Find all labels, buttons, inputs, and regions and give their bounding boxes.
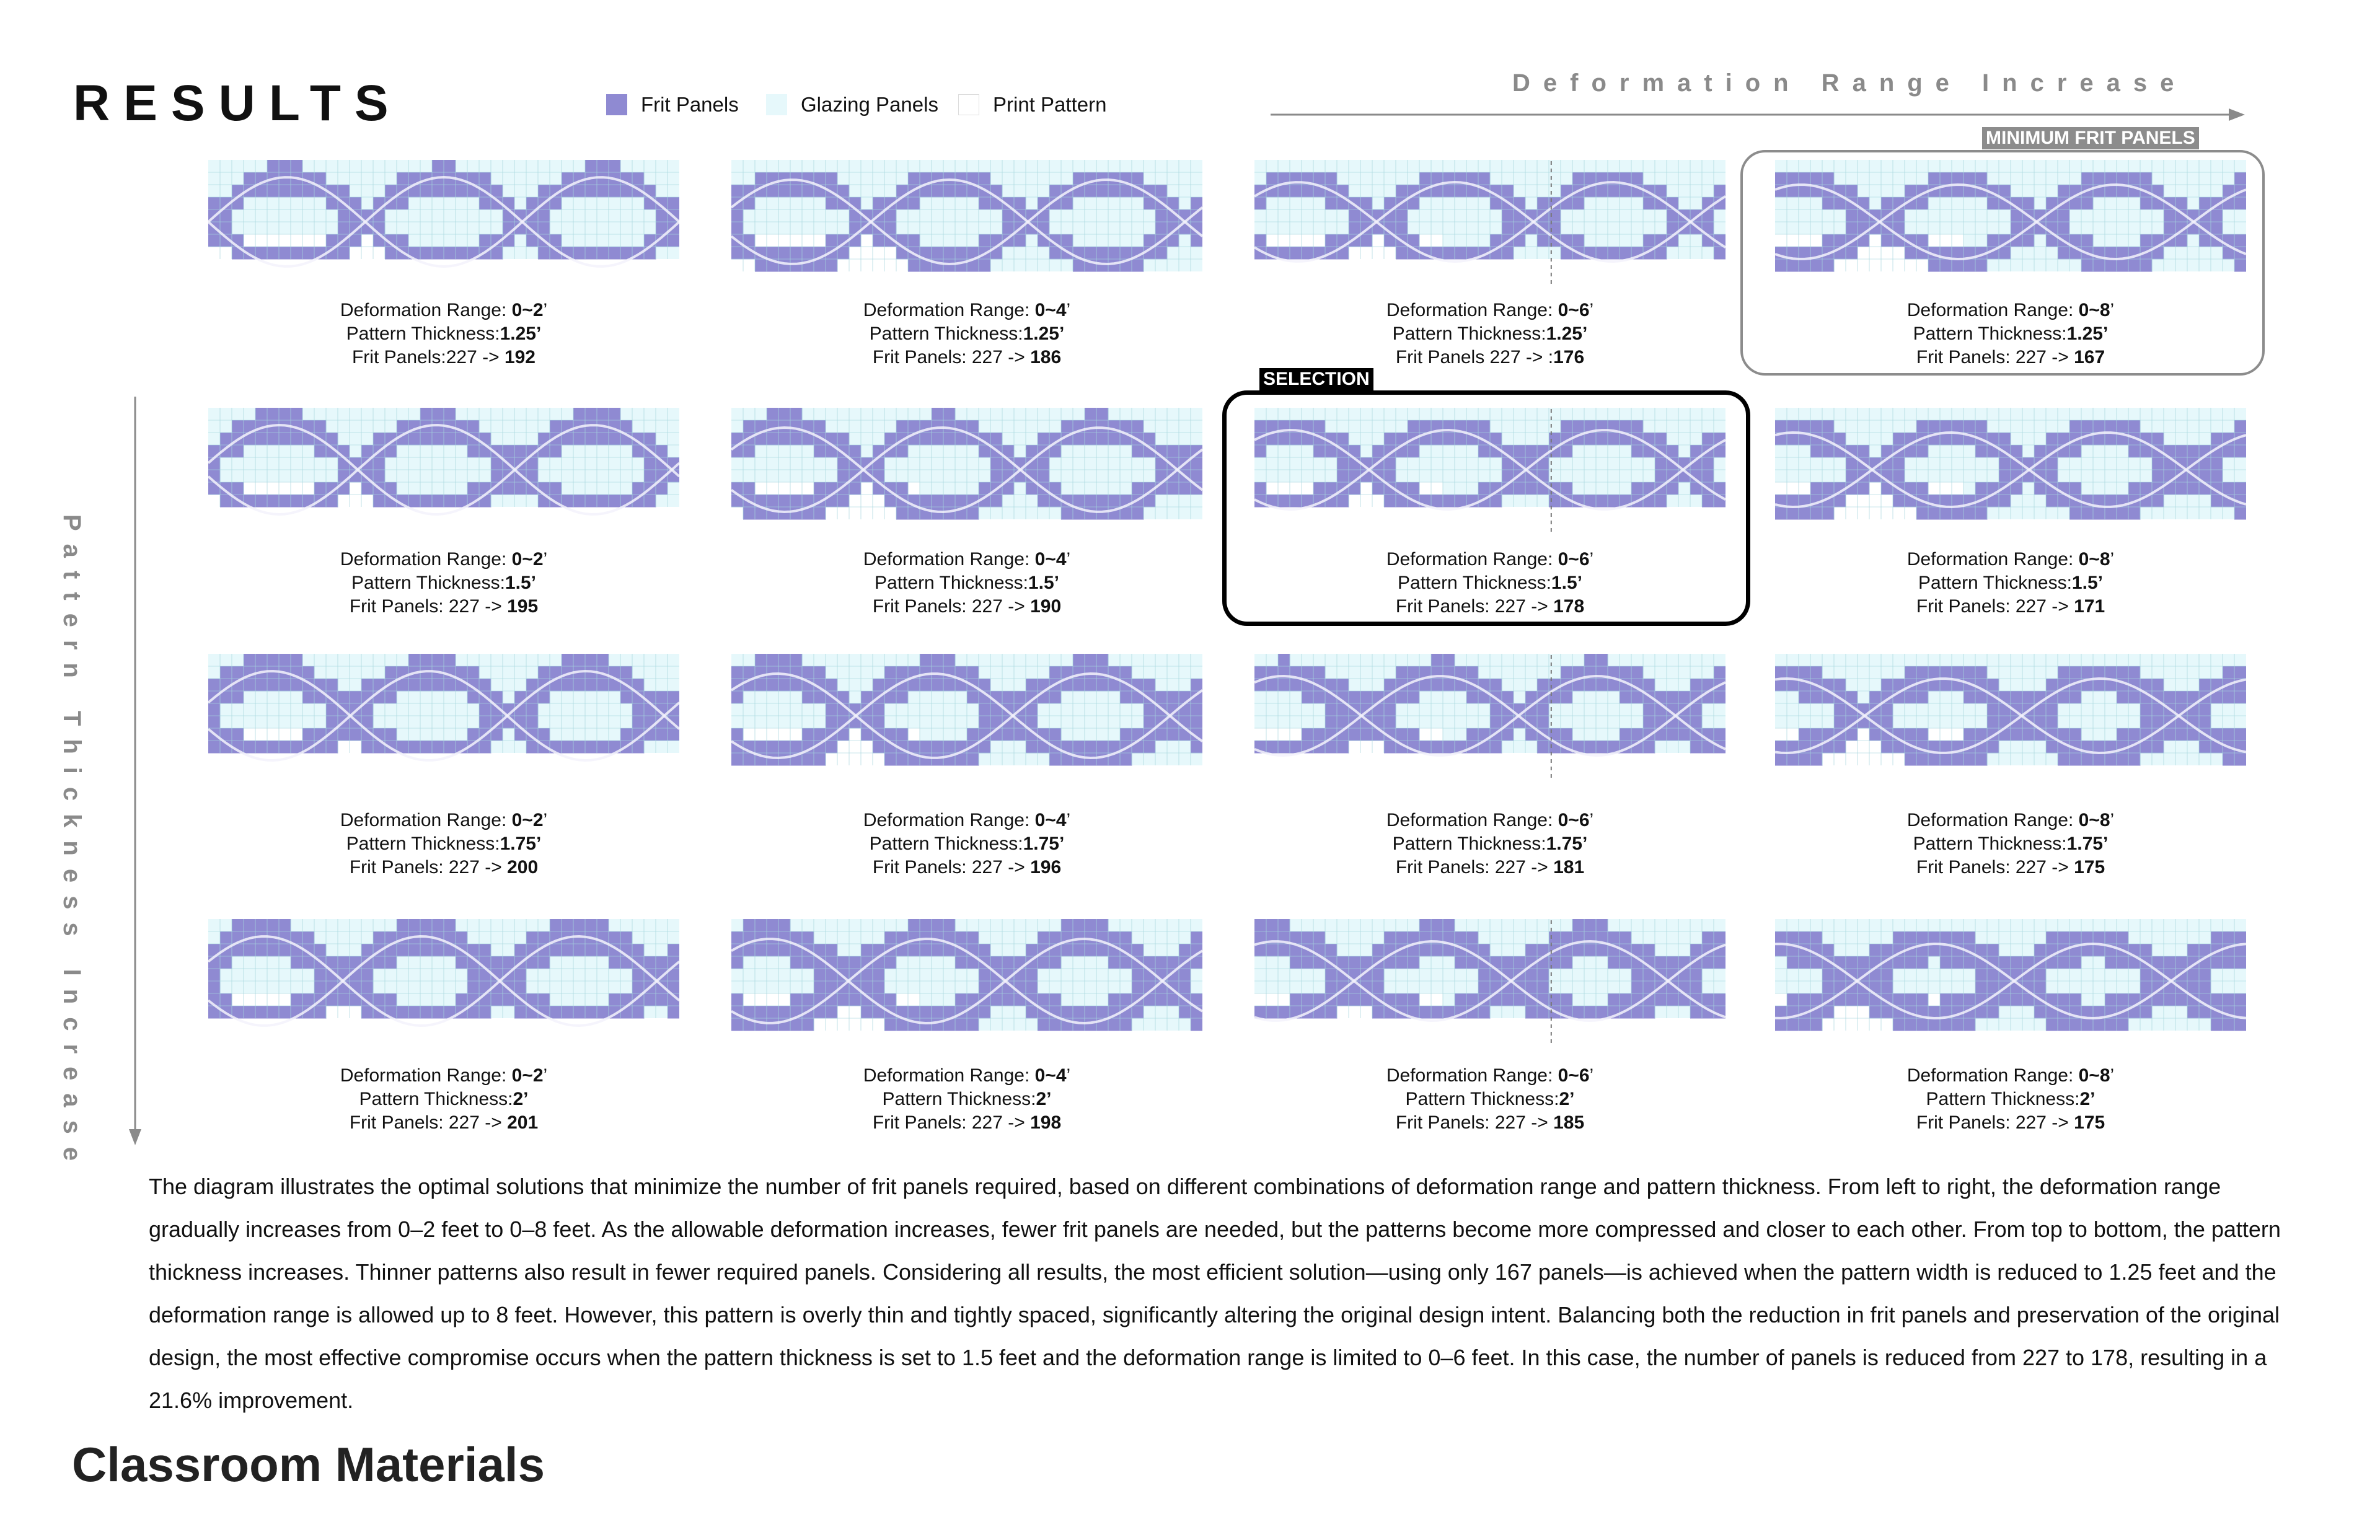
panels-text: Frit Panels: 227 -> [1395, 596, 1554, 617]
panels-text: Frit Panels: 227 -> [872, 347, 1031, 367]
thickness-text: Pattern Thickness: [869, 323, 1023, 344]
thickness-value: 1.75’ [2066, 834, 2109, 854]
thickness-value: 1.75’ [1023, 834, 1065, 854]
deformation-range-line [731, 1064, 1202, 1088]
deformation-range-line [1254, 548, 1726, 571]
thickness-value: 1.5’ [2071, 573, 2103, 593]
range-text: Deformation Range: [1386, 300, 1558, 320]
legend-label-glazing: Glazing Panels [801, 93, 938, 116]
pattern-thickness-line [1775, 1088, 2246, 1111]
panels-value: 175 [2074, 857, 2105, 878]
result-caption [731, 1064, 1202, 1135]
range-text: Deformation Range: [340, 549, 512, 570]
frit-panels-line [731, 856, 1202, 879]
deformation-range-line [208, 1064, 679, 1088]
panels-value: 200 [507, 857, 539, 878]
range-value: 0~6 [1558, 810, 1590, 830]
range-value: 0~2 [511, 549, 544, 570]
thickness-value: 1.25’ [500, 323, 542, 344]
frit-panels-line [208, 856, 679, 879]
range-text: Deformation Range: [1386, 549, 1558, 570]
range-suffix: ’ [1066, 300, 1071, 320]
range-text: Deformation Range: [1906, 549, 2079, 570]
result-caption [1775, 1064, 2246, 1135]
thickness-value: 1.5’ [505, 573, 536, 593]
deformation-range-line [1775, 299, 2246, 322]
panels-value: 195 [507, 596, 539, 617]
panels-value: 186 [1030, 347, 1062, 367]
pattern-thickness-line [1254, 1088, 1726, 1111]
frit-panels-line [1775, 856, 2246, 879]
pattern-thumbnail [731, 160, 1202, 284]
pattern-thickness-line [731, 832, 1202, 856]
pattern-thickness-line [208, 832, 679, 856]
thickness-value: 1.75’ [500, 834, 542, 854]
range-value: 0~8 [2078, 300, 2110, 320]
panels-value: 198 [1030, 1112, 1062, 1133]
deformation-range-line [1775, 809, 2246, 832]
panels-text: Frit Panels: 227 -> [1395, 1112, 1554, 1133]
deformation-range-line [731, 299, 1202, 322]
thickness-value: 2’ [2079, 1089, 2096, 1109]
frit-panels-line [731, 595, 1202, 618]
range-text: Deformation Range: [340, 300, 512, 320]
result-caption [208, 548, 679, 618]
range-suffix: ’ [1066, 810, 1071, 830]
range-text: Deformation Range: [340, 1065, 512, 1086]
range-value: 0~4 [1034, 1065, 1067, 1086]
result-caption [1775, 809, 2246, 879]
panels-text: Frit Panels: 227 -> [349, 857, 508, 878]
range-text: Deformation Range: [863, 549, 1035, 570]
range-text: Deformation Range: [1386, 1065, 1558, 1086]
panels-value: 181 [1553, 857, 1585, 878]
selection-label: SELECTION [1259, 368, 1373, 390]
pattern-thickness-line [1775, 571, 2246, 595]
pattern-thickness-line [1254, 322, 1726, 346]
axis-x-label: Deformation Range Increase [1512, 69, 2187, 97]
pattern-thumbnail [208, 654, 679, 778]
range-suffix: ’ [1589, 810, 1594, 830]
result-caption [731, 548, 1202, 618]
panels-text: Frit Panels: 227 -> [1916, 347, 2074, 367]
result-caption [1254, 1064, 1726, 1135]
panels-value: 178 [1553, 596, 1585, 617]
pattern-thumbnail [731, 919, 1202, 1043]
result-caption [208, 809, 679, 879]
thickness-text: Pattern Thickness: [346, 323, 500, 344]
thickness-value: 2’ [1036, 1089, 1052, 1109]
result-caption [208, 1064, 679, 1135]
frit-panels-line [208, 1111, 679, 1135]
frit-panels-line [731, 1111, 1202, 1135]
frit-panels-line [1254, 595, 1726, 618]
minimum-frit-label: MINIMUM FRIT PANELS [1982, 127, 2199, 149]
range-value: 0~4 [1034, 810, 1067, 830]
panels-text: Frit Panels: 227 -> [1916, 1112, 2074, 1133]
frit-panels-line [1775, 595, 2246, 618]
panels-value: 196 [1030, 857, 1062, 878]
deformation-range-line [1254, 1064, 1726, 1088]
deformation-range-line [1775, 1064, 2246, 1088]
range-suffix: ’ [543, 810, 548, 830]
deformation-range-line [208, 299, 679, 322]
thickness-value: 2’ [1559, 1089, 1575, 1109]
deformation-range-line [1254, 299, 1726, 322]
range-text: Deformation Range: [863, 300, 1035, 320]
range-suffix: ’ [1589, 549, 1594, 570]
frit-panels-line [1254, 856, 1726, 879]
range-text: Deformation Range: [863, 1065, 1035, 1086]
pattern-thumbnail [731, 654, 1202, 778]
frit-panels-line [1775, 1111, 2246, 1135]
deformation-range-line [1254, 809, 1726, 832]
range-value: 0~2 [511, 810, 544, 830]
frit-panels-line [1775, 346, 2246, 369]
result-caption [731, 299, 1202, 369]
panels-value: 192 [504, 347, 536, 367]
result-caption [1254, 299, 1726, 369]
thickness-value: 1.25’ [1023, 323, 1065, 344]
panels-text: Frit Panels:227 -> [351, 347, 505, 367]
result-caption [1775, 548, 2246, 618]
frit-panels-line [208, 346, 679, 369]
pattern-thumbnail [208, 919, 679, 1043]
result-caption [208, 299, 679, 369]
frit-panels-line [1254, 1111, 1726, 1135]
pattern-thumbnail [731, 408, 1202, 532]
frit-panels-line [731, 346, 1202, 369]
result-caption [1254, 809, 1726, 879]
thickness-text: Pattern Thickness: [1918, 573, 2072, 593]
thickness-value: 1.5’ [1028, 573, 1059, 593]
thickness-text: Pattern Thickness: [351, 573, 505, 593]
thickness-text: Pattern Thickness: [1913, 834, 2067, 854]
panels-text: Frit Panels: 227 -> [349, 596, 508, 617]
frit-panels-line [208, 595, 679, 618]
pattern-thumbnail [208, 408, 679, 532]
thickness-text: Pattern Thickness: [875, 573, 1028, 593]
panels-text: Frit Panels: 227 -> [349, 1112, 508, 1133]
panels-text: Frit Panels: 227 -> [872, 596, 1031, 617]
range-text: Deformation Range: [1906, 300, 2079, 320]
panels-text: Frit Panels: 227 -> [1916, 596, 2074, 617]
pattern-thumbnail [208, 160, 679, 284]
pattern-thickness-line [731, 1088, 1202, 1111]
deformation-range-line [208, 809, 679, 832]
deformation-range-line [731, 548, 1202, 571]
panels-text: Frit Panels: 227 -> [872, 857, 1031, 878]
range-suffix: ’ [543, 549, 548, 570]
thickness-text: Pattern Thickness: [882, 1089, 1036, 1109]
result-caption [1775, 299, 2246, 369]
thickness-text: Pattern Thickness: [1405, 1089, 1559, 1109]
range-suffix: ’ [2110, 549, 2115, 570]
range-value: 0~6 [1558, 549, 1590, 570]
range-value: 0~2 [511, 300, 544, 320]
panels-text: Frit Panels: 227 -> [1395, 857, 1554, 878]
pattern-thickness-line [208, 571, 679, 595]
pattern-thumbnail [1775, 654, 2246, 778]
thickness-text: Pattern Thickness: [1398, 573, 1551, 593]
pattern-thumbnail [1254, 654, 1726, 778]
pattern-thickness-line [731, 322, 1202, 346]
range-value: 0~4 [1034, 549, 1067, 570]
deformation-range-line [208, 548, 679, 571]
range-suffix: ’ [1589, 300, 1594, 320]
thickness-text: Pattern Thickness: [346, 834, 500, 854]
result-caption [1254, 548, 1726, 618]
panels-value: 190 [1030, 596, 1062, 617]
range-text: Deformation Range: [1906, 1065, 2079, 1086]
thickness-value: 2’ [513, 1089, 529, 1109]
pattern-thumbnail [1254, 919, 1726, 1043]
thickness-value: 1.5’ [1551, 573, 1582, 593]
pattern-thumbnail [1254, 160, 1726, 284]
pattern-thumbnail [1254, 408, 1726, 532]
range-suffix: ’ [2110, 810, 2115, 830]
pattern-thickness-line [208, 1088, 679, 1111]
range-suffix: ’ [543, 300, 548, 320]
pattern-thickness-line [1254, 832, 1726, 856]
pattern-thumbnail [1775, 160, 2246, 284]
section-heading: Classroom Materials [72, 1437, 545, 1492]
thickness-text: Pattern Thickness: [359, 1089, 513, 1109]
panels-text: Frit Panels: 227 -> [1916, 857, 2074, 878]
range-suffix: ’ [543, 1065, 548, 1086]
panels-value: 201 [507, 1112, 539, 1133]
axis-y-label: Pattern Thickness Increase [58, 514, 86, 1174]
thickness-text: Pattern Thickness: [1392, 323, 1546, 344]
axis-y-arrowhead [129, 1129, 141, 1145]
range-suffix: ’ [2110, 300, 2115, 320]
panels-value: 167 [2074, 347, 2105, 367]
panels-value: 171 [2074, 596, 2105, 617]
panels-text: Frit Panels: 227 -> [872, 1112, 1031, 1133]
panels-value: 185 [1553, 1112, 1585, 1133]
thickness-text: Pattern Thickness: [1926, 1089, 2080, 1109]
range-text: Deformation Range: [1906, 810, 2079, 830]
deformation-range-line [1775, 548, 2246, 571]
range-value: 0~6 [1558, 1065, 1590, 1086]
pattern-thumbnail [1775, 408, 2246, 532]
panels-value: 176 [1553, 347, 1585, 367]
thickness-value: 1.75’ [1546, 834, 1588, 854]
thickness-value: 1.25’ [1546, 323, 1588, 344]
pattern-thickness-line [1775, 832, 2246, 856]
panels-value: 175 [2074, 1112, 2105, 1133]
page-title: RESULTS [73, 75, 402, 131]
legend-label-frit: Frit Panels [641, 93, 739, 116]
description-paragraph: The diagram illustrates the optimal solutions that minimize the number of frit panels required, based on different combinations of deformation range and pattern thickness. From left to right, the deformation range gradually increases from 0–2 feet to 0–8 feet. As the allowable deformation increases, fewer frit panels are needed, but the patterns become more compressed and closer to each other. From top to bottom, the pattern thickness increases. Thinner patterns also result in fewer required panels. Considering all results, the most efficient solution—using only 167 panels—is achieved when the pattern width is reduced to 1.25 feet and the deformation range is allowed up to 8 feet. However, this pattern is overly thin and tightly spaced, significantly altering the original design intent. Balancing both the reduction in frit panels and preservation of the original design, the most effective compromise occurs when the pattern thickness is set to 1.5 feet and the deformation range is limited to 0–6 feet. In this case, the number of panels is reduced from 227 to 178, resulting in a 21.6% improvement. [149, 1174, 2281, 1413]
range-suffix: ’ [2110, 1065, 2115, 1086]
range-value: 0~8 [2078, 810, 2110, 830]
range-value: 0~8 [2078, 549, 2110, 570]
range-value: 0~2 [511, 1065, 544, 1086]
range-text: Deformation Range: [1386, 810, 1558, 830]
panels-text: Frit Panels 227 -> : [1395, 347, 1554, 367]
result-caption [731, 809, 1202, 879]
thickness-text: Pattern Thickness: [869, 834, 1023, 854]
thickness-text: Pattern Thickness: [1913, 323, 2067, 344]
deformation-range-line [731, 809, 1202, 832]
axis-x-arrowhead [2229, 108, 2245, 121]
range-text: Deformation Range: [340, 810, 512, 830]
pattern-thickness-line [731, 571, 1202, 595]
range-suffix: ’ [1589, 1065, 1594, 1086]
range-value: 0~4 [1034, 300, 1067, 320]
thickness-text: Pattern Thickness: [1392, 834, 1546, 854]
pattern-thickness-line [1254, 571, 1726, 595]
range-suffix: ’ [1066, 1065, 1071, 1086]
range-value: 0~8 [2078, 1065, 2110, 1086]
frit-panels-line [1254, 346, 1726, 369]
range-text: Deformation Range: [863, 810, 1035, 830]
legend-label-print: Print Pattern [993, 93, 1107, 116]
pattern-thickness-line [1775, 322, 2246, 346]
thickness-value: 1.25’ [2066, 323, 2109, 344]
pattern-thickness-line [208, 322, 679, 346]
range-value: 0~6 [1558, 300, 1590, 320]
range-suffix: ’ [1066, 549, 1071, 570]
pattern-thumbnail [1775, 919, 2246, 1043]
